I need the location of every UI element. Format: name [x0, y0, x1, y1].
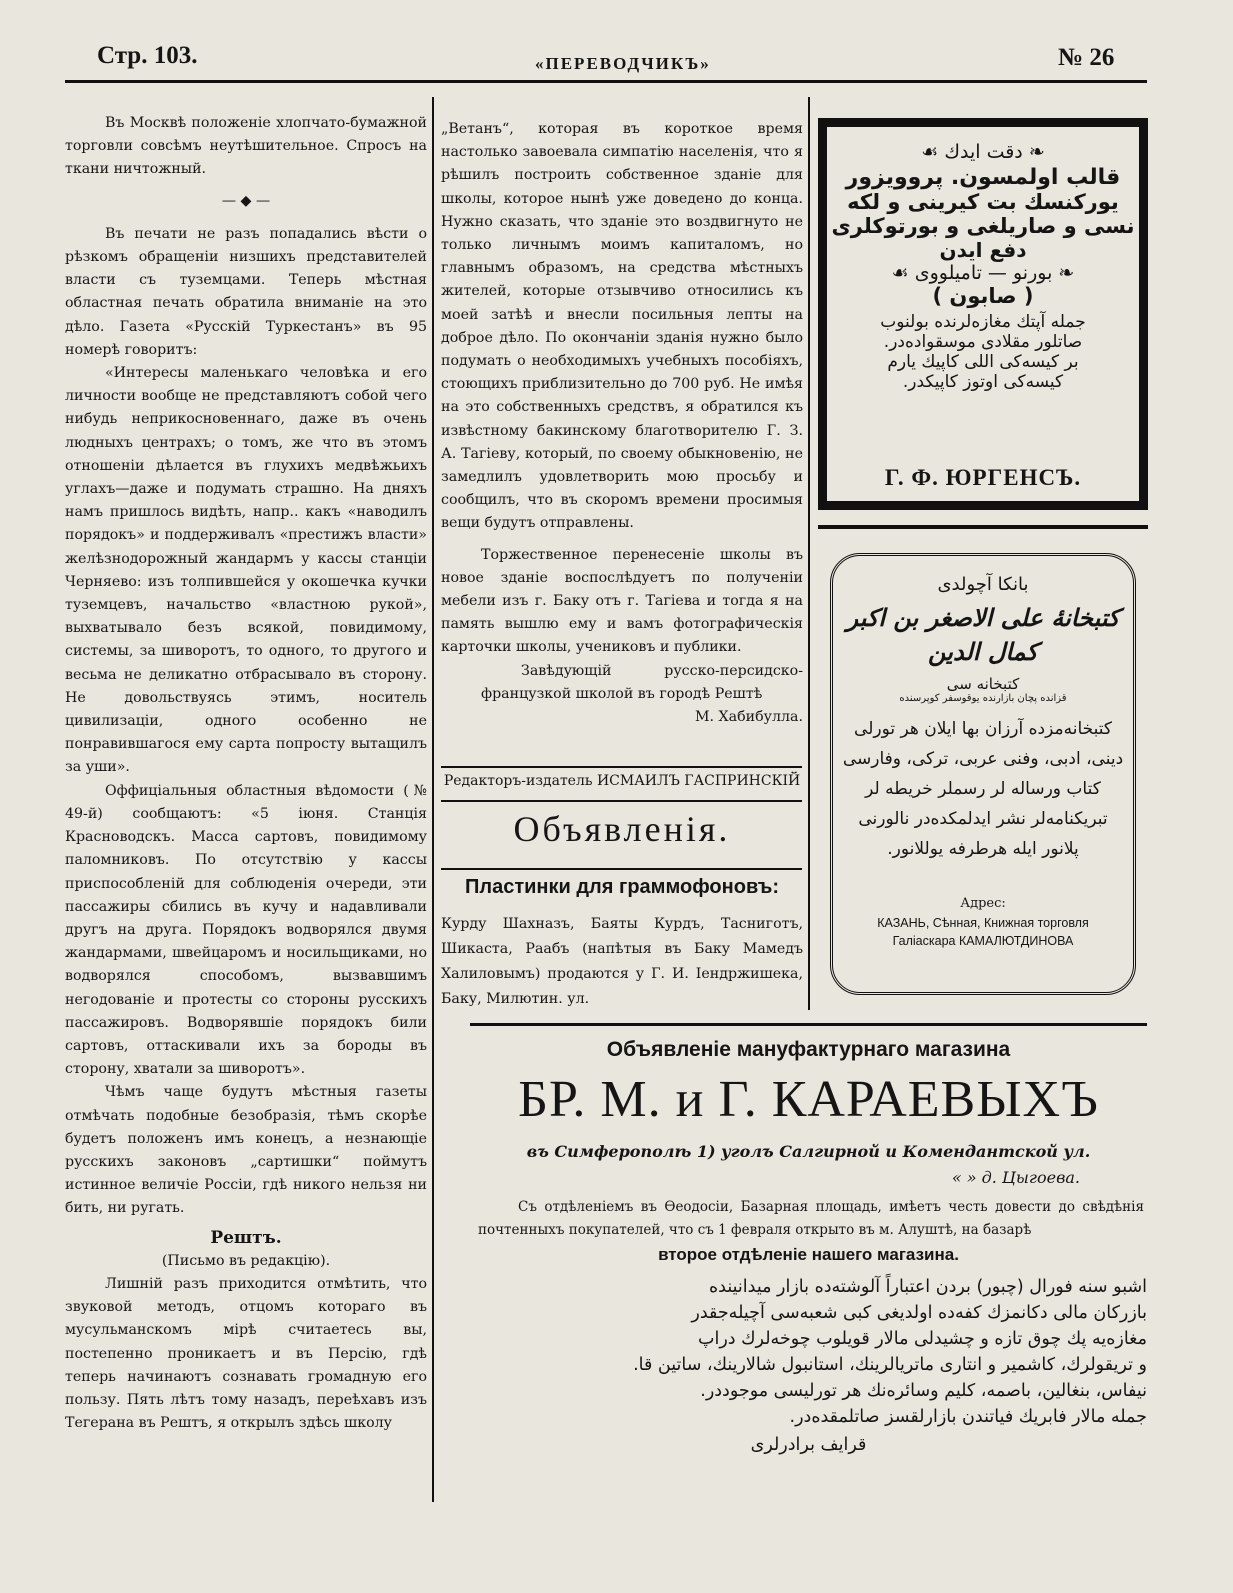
issue-number: № 26 [1058, 44, 1115, 71]
karaev-ottoman-line-5: نیفاس، بنغالین، باصمه، کلیم وسائره‌نك هر تورلیسی موجوددر. [700, 1381, 1147, 1401]
karaev-name: БР. М. и Г. КАРАЕВЫХЪ [518, 1071, 1099, 1128]
bookshop-address-2: Галіаскара КАМАЛЮТДИНОВА [892, 934, 1074, 948]
jurgens-name: Г. Ф. ЮРГЕНСЪ. [884, 465, 1082, 490]
ads-title: Объявленія. [513, 809, 731, 849]
jurgens-line-1: ❧ دقت ایدك ☙ [921, 141, 1045, 163]
bookshop-line-4: کتبخانه‌مزده آرزان بها ایلان هر تورلی [854, 719, 1112, 739]
column-1 [65, 112, 427, 1508]
article-quote-1: «Интересы маленькаго человѣка и его личности вообще не представляютъ собой чего нибудь неприкосновеннаго, даже въ очень людныхъ центрахъ; о томъ, же что въ этомъ отношеніи дѣлается въ глухихъ медвѣжьихъ углахъ—даже и подумать страшно. На дняхъ намъ пришлось видѣть, напр.. какъ «наводилъ порядокъ» и поддерживалъ «престижъ власти» желѣзнодорожный жандармъ у кассы станціи Черняево: изъ толпившейся у окошечка кучки туземцевъ, начальство «властною рукой», выхватывало безъ всякой, повидимому, системы, за шиворотъ, то одного, то другого и весьма не деликатно отбрасывало въ сторону. Не довольствуясь этимъ, носитель цивилизаціи, одного особенно не понравившагося ему сарта попросту вытащилъ за уши». [65, 365, 427, 776]
bookshop-line-3: قزانده پچان بازارنده یوقوسفر کوپرسنده [899, 693, 1067, 704]
column-rule-left [432, 97, 434, 1502]
ad-divider [818, 525, 1148, 529]
letter-ceremony: Торжественное перенесеніе школы въ новое зданіе воспослѣдуетъ по полученіи мебели изъ г. Баку отъ г. Тагіева и тогда я на память вышлю ему и вамъ фотографическія карточки школы, учениковъ и публики. [441, 546, 803, 656]
karaev-ottoman-line-4: و تریقولرك، کاشمیر و انتاری ماتریالرینك، استانبول شالارینك، ساتین قا. [633, 1355, 1147, 1375]
bottom-ad-rule [470, 1023, 1147, 1026]
article-moscow: Въ Москвѣ положеніе хлопчато-бумажной торговли совсѣмъ неутѣшительное. Спросъ на ткани ничтожный. [65, 115, 427, 178]
advert-jurgens [818, 118, 1148, 510]
jurgens-line-5: دفع ایدن [939, 238, 1027, 262]
bookshop-line-2: کتبخانه سی [946, 675, 1020, 693]
article-quote-2: Оффиціальныя областныя вѣдомости (№ 49-й) сообщаютъ: «5 іюня. Станція Красноводскъ. Масса сартовъ, повидимому паломниковъ. По отсутствію у кассы приспособленій для соблюденія очереди, эти пассажиры сбились въ кучу и надавливали другъ на друга. Порядокъ водворялся двумя жандармами, швейцаромъ и носильщиками, но водворялся способомъ, вызвавшимъ негодованіе и протесты со стороны русскихъ пассажировъ. Водворявшіе порядокъ били сартовъ, оттаскивали ихъ за бороды въ сторону, хватали за шиворотъ». [65, 782, 427, 1078]
karaev-text-bold: второе отдѣленіе нашего магазина. [658, 1245, 959, 1264]
jurgens-line-7: ( صابون ) [932, 284, 1034, 308]
advert-bookshop [830, 553, 1136, 995]
column-2 [441, 118, 803, 729]
jurgens-line-10: بر کیسه‌کی اللی کاپیك یارم [887, 352, 1079, 372]
jurgens-line-2: قالب اولمسون. پروویزور [845, 165, 1121, 190]
bookshop-line-7: تبریکنامه‌لر نشر ایدلمکده‌در نالورنی [858, 809, 1108, 829]
article-press: Въ печати не разъ попадались вѣсти о рѣзкомъ обращеніи низшихъ представителей власти съ туземцами. Теперь мѣстная областная печать обратила вниманіе на это дѣло. Газета «Русскій Туркестанъ» въ 95 номерѣ говоритъ: [65, 225, 427, 358]
jurgens-line-6: ❧ بورنو — تامیلووی ☙ [891, 262, 1075, 284]
karaev-ottoman-line-3: مغازه‌یه پك چوق تازه و چشیدلی مالار قویلوب چوخه‌لرك دراپ [697, 1329, 1147, 1349]
bookshop-line-5: دینی، ادبی، وفنی عربی، ترکی، وفارسی [842, 749, 1124, 769]
bookshop-line-8: پلانور ایله هرطرفه یوللانور. [887, 839, 1079, 859]
column-rule-right [808, 97, 810, 1010]
karaev-ottoman-line-2: بازرکان مالی دکانمزك کفه‌ده اولدیغی کبی شعبه‌سی آچیله‌جقدر [691, 1303, 1147, 1323]
letter-text: Лишній разъ приходится отмѣтить, что звуковой методъ, отцомъ котораго въ мусульманскомъ мірѣ считаетесь вы, постепенно проникаетъ и въ Персію, гдѣ теперь начинаютъ сознавать громадную его пользу. Пять лѣтъ тому назадъ, переѣхавъ изъ Тегерана въ Рештъ, я открылъ здѣсь школу [65, 1275, 427, 1432]
newspaper-title: «ПЕРЕВОДЧИКЪ» [535, 54, 711, 73]
bookshop-banner: کتبخانهٔ علی الاصغر بن اکبر کمال الدین [846, 604, 1120, 666]
karaev-ottoman-text [470, 1274, 1147, 1458]
jurgens-line-11: کیسه‌کی اوتوز کاپیکدر. [902, 372, 1064, 392]
karaev-address-2: « » д. Цыгоева. [951, 1168, 1080, 1187]
gramophone-ad-heading: Пластинки для граммофоновъ: [465, 876, 779, 898]
section-subheading: (Письмо въ редакцію). [161, 1252, 331, 1269]
editor-line: Редакторъ-издатель ИСМАИЛЪ ГАСПРИНСКІЙ [443, 773, 801, 789]
jurgens-line-3: یورکنسك بت کیرینی و لکه [847, 190, 1119, 214]
karaev-ottoman-line-6: جمله مالار فابریك فیاتندن بازارلقسز صاتلمقده‌در. [789, 1407, 1147, 1427]
letter-signature-name: М. Хабибулла. [695, 709, 803, 726]
separator-ornament: — ◆ — [221, 192, 271, 209]
bookshop-line-6: کتاب ورساله لر رسملر خریطه لر [865, 779, 1101, 799]
letter-continued: „Ветанъ“, которая въ короткое время настолько завоевала симпатію населенія, что я рѣшилъ построить собственное зданіе для школы, которое нынѣ уже доведено до конца. Нужно сказать, что зданіе это воздвигнуто не только личнымъ моимъ капиталомъ, но главнымъ образомъ, на средства мѣстныхъ жителей, которые отзывчиво относились къ моей затѣѣ и внесли посильныя лепты на доброе дѣло. По окончаніи зданія нужно было подумать о необходимыхъ учебныхъ пособіяхъ, стоющихъ приблизительно до 700 руб. Не имѣя на это собственныхъ средствъ, я обратился къ извѣстному бакинскому благотворителю Г. З. А. Тагіеву, который, по своему обыкновенію, не замедлилъ удовлетворить мою просьбу и сообщилъ, что въ скоромъ времени просимыя вещи будутъ отправлены. [441, 121, 803, 532]
page-number: Стр. 103. [97, 42, 198, 69]
karaev-address-1: въ Симферополѣ 1) уголъ Салгирной и Комендантской ул. [526, 1142, 1091, 1161]
section-heading-resht: Рештъ. [210, 1227, 282, 1248]
header-rule [65, 80, 1147, 83]
karaev-ad-title: Объявленіе мануфактурнаго магазина [606, 1038, 1011, 1061]
gramophone-ad-text: Курду Шахназъ, Баяты Курдъ, Тасниготъ, Шикаста, Раабъ (напѣтыя въ Баку Мамедъ Халиловымъ) продаются у Г. И. Іендржишека, Баку, Милютин. ул. [441, 916, 803, 1007]
jurgens-line-8: جمله آپتك مغازه‌لرنده بولنوب [880, 312, 1086, 332]
editor-rule-bottom [441, 800, 802, 802]
karaev-ottoman-signature: قرایف برادرلری [750, 1435, 867, 1455]
ads-title-rule [441, 868, 802, 870]
jurgens-line-9: صاتلور مقلادی موسقوا‌ده‌در. [883, 332, 1083, 352]
bookshop-line-1: بانکا آچولدی [937, 574, 1029, 595]
jurgens-line-4: نسی و صاریلغی و بورتوکلری [831, 214, 1135, 238]
karaev-text: Съ отдѣленіемъ въ Ѳеодосіи, Базарная площадь, имѣетъ честь довести до свѣдѣнія почтенныхъ покупателей, что съ 1 февраля открыто въ м. Алуштѣ, на базарѣ [478, 1199, 1144, 1238]
bookshop-address-label: Адрес: [960, 896, 1006, 911]
karaev-ottoman-line-1: اشبو سنه فورال (چبور) بردن اعتباراً آلوشته‌ده بازار میدانینده [708, 1277, 1147, 1297]
bookshop-address-1: КАЗАНЬ, Сѣнная, Книжная торговля [877, 916, 1089, 930]
article-conclusion: Чѣмъ чаще будутъ мѣстныя газеты отмѣчать подобные безобразія, тѣмъ скорѣе будетъ положенъ имъ конецъ, а незнающіе русскихъ законовъ „сартишки“ поймутъ истинное величіе Россіи, гдѣ никого нельзя ни бить, ни ругать. [65, 1084, 427, 1217]
editor-rule-top [441, 766, 802, 768]
letter-signature-role: Завѣдующій русско-персидско-французкой школой въ городѣ Рештѣ [481, 662, 803, 702]
